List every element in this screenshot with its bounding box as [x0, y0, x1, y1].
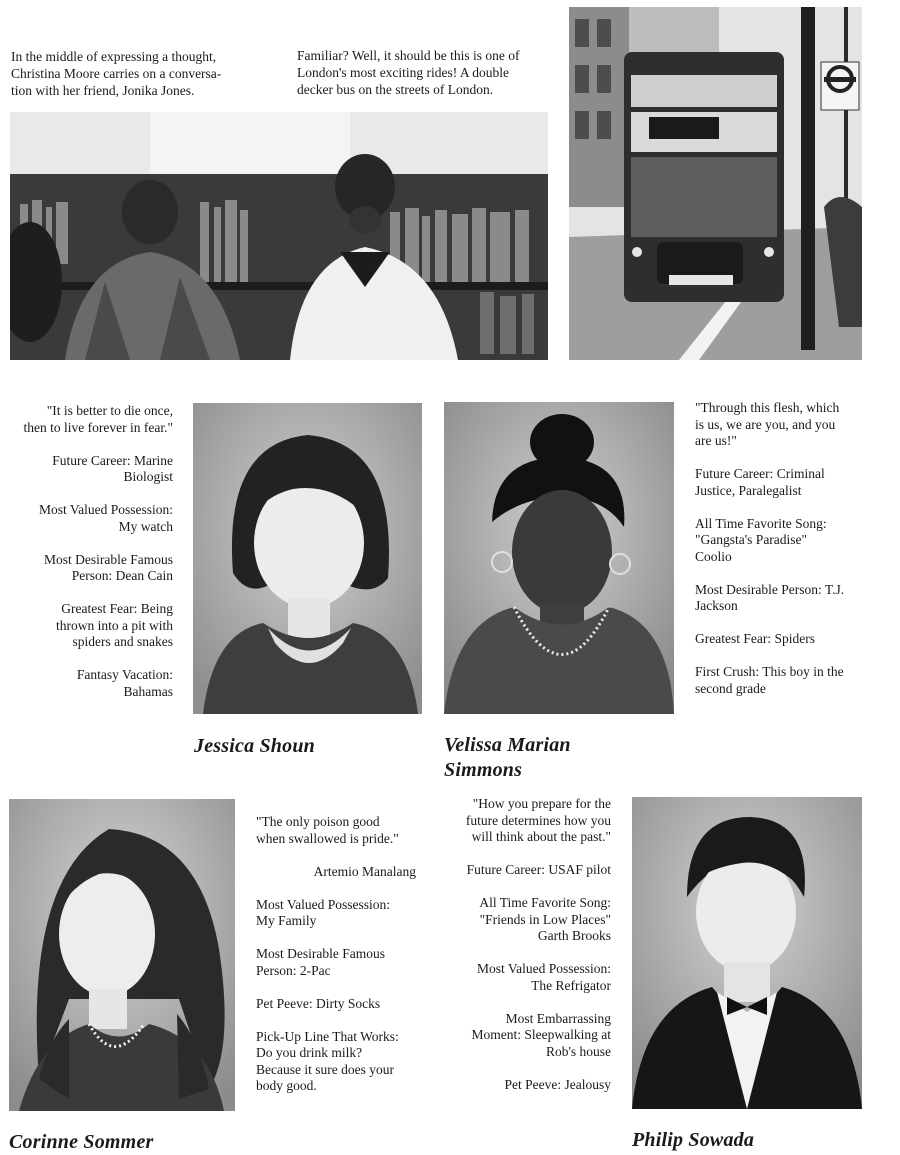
- corinne-portrait: [9, 799, 235, 1111]
- jessica-name: Jessica Shoun: [194, 735, 315, 757]
- bio-entry: Most Valued Possession: My Family: [256, 896, 391, 928]
- bio-entry: Most Desirable Person: T.J. Jackson: [695, 581, 845, 613]
- bio-entry: "Through this flesh, which is us, we are you, and you are us!": [695, 400, 840, 448]
- bio-entry: Most Embarrassing Moment: Sleepwalking at Rob's house: [471, 1010, 611, 1059]
- bus-photo-caption: Familiar? Well, it should be this is one of London's most exciting rides! A double decker bus on the streets of London.: [297, 48, 520, 97]
- bus-photo: [569, 7, 862, 360]
- bio-entry: First Crush: This boy in the second grade: [695, 664, 844, 696]
- bio-entry: Most Valued Possession: The Refrigator: [476, 961, 611, 993]
- library-photo: [10, 112, 548, 360]
- bio-entry: Greatest Fear: Being thrown into a pit with spiders and snakes: [56, 601, 173, 649]
- bio-entry: All Time Favorite Song: "Friends in Low Places" Garth Brooks: [479, 895, 611, 943]
- bio-entry: Pet Peeve: Dirty Socks: [256, 995, 381, 1011]
- corinne-name: Corinne Sommer: [9, 1131, 154, 1153]
- bio-entry: All Time Favorite Song: "Gangsta's Paradise" Coolio: [695, 515, 827, 564]
- velissa-name-line1: Velissa Marian: [444, 734, 571, 756]
- bio-quote: "The only poison good when swallowed is pride.": [256, 814, 399, 846]
- jessica-bio: [20, 403, 173, 717]
- bio-entry: Most Desirable Famous Person: Dean Cain: [44, 551, 173, 583]
- jessica-portrait: [193, 403, 422, 714]
- velissa-bio: [695, 400, 870, 714]
- philip-name: Philip Sowada: [632, 1129, 755, 1151]
- bio-entry: Future Career: Criminal Justice, Paralegalist: [695, 466, 825, 498]
- velissa-name: [444, 733, 571, 783]
- philip-bio: [440, 796, 611, 1110]
- corinne-bio: [256, 814, 436, 1111]
- bio-entry: Greatest Fear: Spiders: [695, 631, 815, 646]
- bio-entry: Most Valued Possession: My watch: [38, 502, 173, 534]
- bio-entry: Most Desirable Famous Person: 2-Pac: [256, 946, 385, 978]
- bio-quote-author: Artemio Manalang: [313, 863, 416, 879]
- bio-entry: Future Career: Marine Biologist: [52, 452, 173, 484]
- philip-portrait: [632, 797, 862, 1109]
- bio-entry: Fantasy Vacation: Bahamas: [76, 667, 173, 699]
- library-photo-caption: In the middle of expressing a thought, Christina Moore carries on a conversa- tion with her friend, Jonika Jones.: [11, 49, 222, 98]
- bio-entry: Pet Peeve: Jealousy: [504, 1076, 611, 1092]
- velissa-portrait: [444, 402, 674, 714]
- bio-entry: Pick-Up Line That Works: Do you drink milk? Because it sure does your body good.: [256, 1028, 399, 1093]
- bio-entry: Future Career: USAF pilot: [466, 862, 611, 877]
- bio-entry: "It is better to die once, then to live forever in fear.": [23, 403, 173, 435]
- velissa-name-line2: Simmons: [444, 759, 523, 781]
- bio-entry: "How you prepare for the future determines how you will think about the past.": [465, 796, 611, 844]
